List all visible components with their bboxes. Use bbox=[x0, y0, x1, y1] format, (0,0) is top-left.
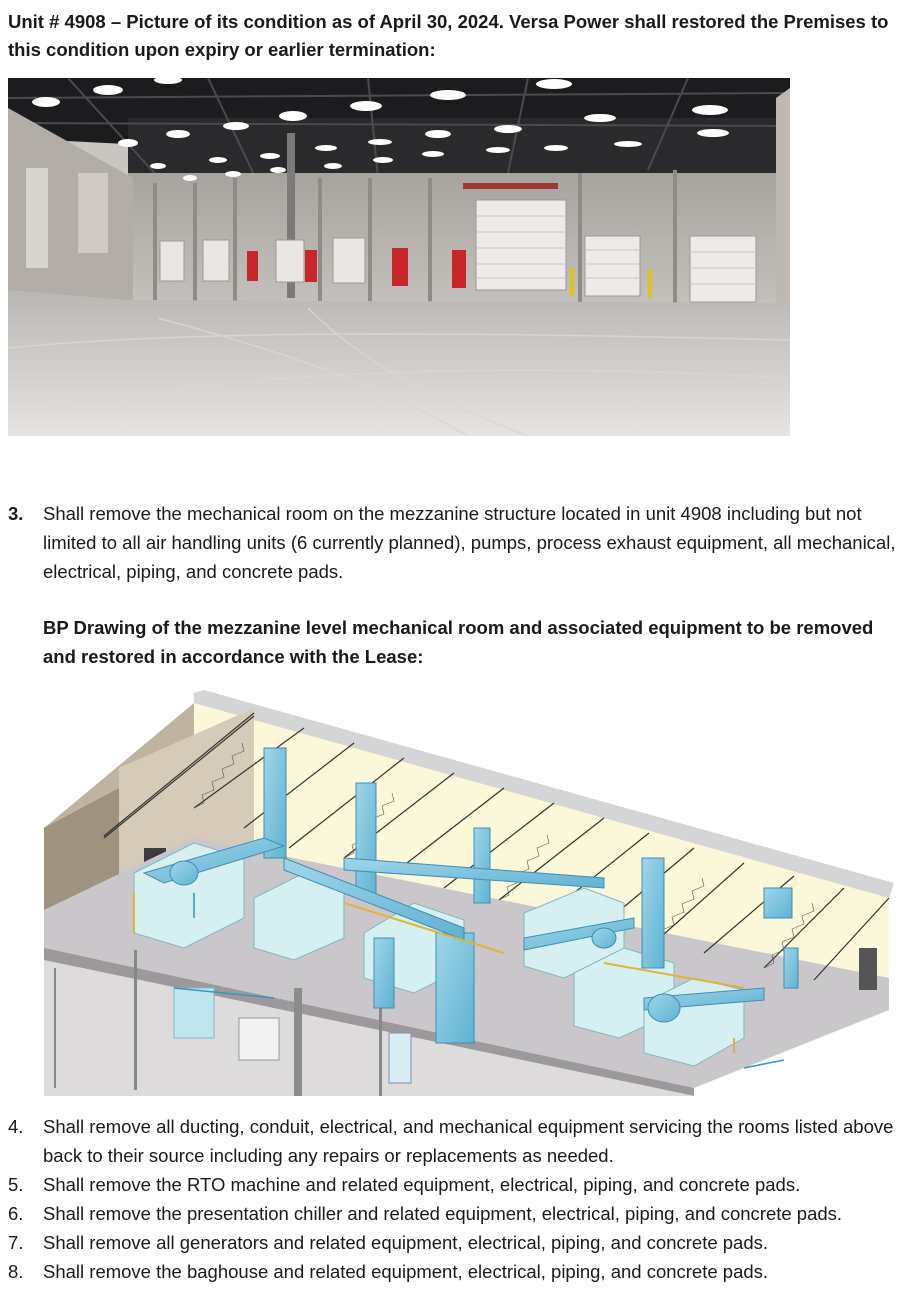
requirements-list bbox=[8, 1112, 904, 1286]
list-item-text: Shall remove the mechanical room on the mezzanine structure located in unit 4908 including but not limited to all air handling units (6 currently planned), pumps, process exhaust equipment, all mechanical, electrical, piping, and concrete pads. bbox=[43, 503, 896, 582]
list-item-6 bbox=[8, 1199, 904, 1228]
warehouse-photo bbox=[8, 78, 790, 436]
list-item-number: 4. bbox=[8, 1116, 24, 1137]
list-item-7 bbox=[8, 1228, 904, 1257]
list-item-number: 7. bbox=[8, 1232, 24, 1253]
list-item-number: 3. bbox=[8, 503, 24, 524]
list-item-text: Shall remove the RTO machine and related equipment, electrical, piping, and concrete pads. bbox=[43, 1174, 801, 1195]
list-item-text: Shall remove the presentation chiller and related equipment, electrical, piping, and concrete pads. bbox=[43, 1203, 843, 1224]
list-item-4 bbox=[8, 1112, 904, 1170]
list-item-number: 5. bbox=[8, 1174, 24, 1195]
list-item-number: 6. bbox=[8, 1203, 24, 1224]
list-item-3 bbox=[8, 499, 898, 586]
list-item-number: 8. bbox=[8, 1261, 24, 1282]
list-item-8 bbox=[8, 1257, 904, 1286]
drawing-heading: BP Drawing of the mezzanine level mechanical room and associated equipment to be removed and restored in accordance with the Lease: bbox=[43, 617, 874, 667]
page-heading: Unit # 4908 – Picture of its condition as of April 30, 2024. Versa Power shall restored the Premises to this condition upon expiry or earlier termination: bbox=[8, 11, 889, 60]
list-item-5 bbox=[8, 1170, 904, 1199]
list-item-text: Shall remove all ducting, conduit, electrical, and mechanical equipment servicing the rooms listed above back to their source including any repairs or replacements as needed. bbox=[43, 1116, 894, 1166]
mezzanine-mechanical-room-drawing bbox=[44, 688, 906, 1096]
list-item-text: Shall remove all generators and related equipment, electrical, piping, and concrete pads. bbox=[43, 1232, 769, 1253]
list-item-text: Shall remove the baghouse and related equipment, electrical, piping, and concrete pads. bbox=[43, 1261, 769, 1282]
